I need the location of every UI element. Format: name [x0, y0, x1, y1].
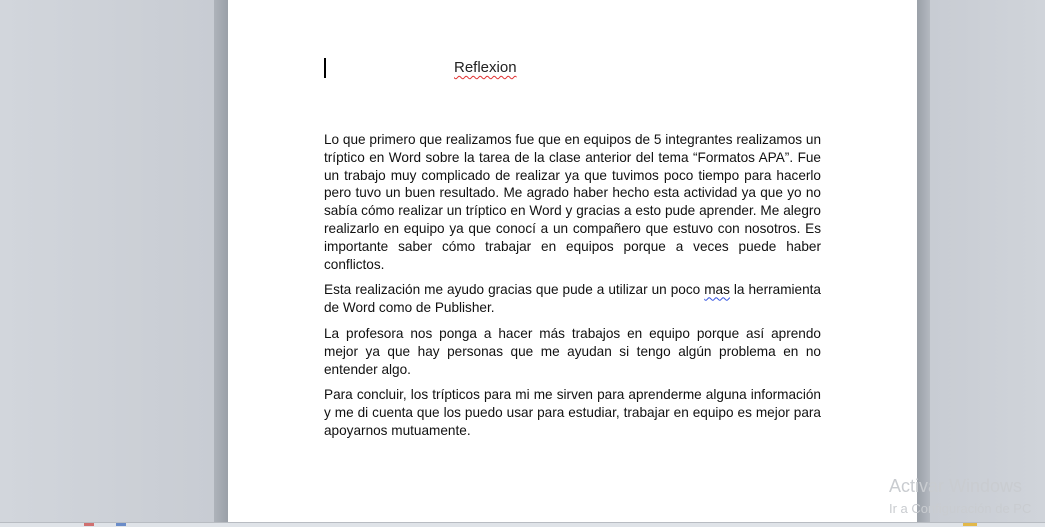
text-cursor [324, 58, 326, 78]
paragraph-2[interactable] [324, 281, 821, 317]
page-shadow-right [917, 0, 930, 522]
activation-watermark-title: Activar Windows [889, 476, 1023, 496]
document-title[interactable]: Reflexion [454, 59, 517, 76]
activation-watermark-subtitle: Ir a Configuración de PC [889, 501, 1032, 516]
paragraph-4-text: Para concluir, los trípticos para mi me sirven para aprenderme alguna información y me di cuenta que los puedo usar para estudiar, trabajar en equipo es mejor para apoyarnos mutuamente. [324, 387, 821, 438]
workspace-background-left [0, 0, 214, 526]
paragraph-2-text-after: la herramienta de Word como de Publisher. [324, 282, 821, 316]
page-shadow-left [214, 0, 228, 522]
paragraph-1-text: Lo que primero que realizamos fue que en equipos de 5 integrantes realizamos un tríptico en Word sobre la tarea de la clase anterior del tema “Formatos APA”. Fue un trabajo muy complicado de realizar ya que tuvimos poco tiempo para hacerlo pero tuvo un buen resultado. Me agrado haber hecho esta actividad ya que yo no sabía cómo realizar un tríptico en Word y gracias a esto pude aprender. Me alegro realizarlo en equipo ya que conocí a un compañero que estuvo con nosotros. Es importante saber cómo trabajar en equipos porque a veces puede haber conflictos. [324, 132, 821, 272]
document-body[interactable] [324, 131, 821, 448]
workspace-background-right [930, 0, 1045, 526]
paragraph-3-text: La profesora nos ponga a hacer más trabajos en equipo porque así aprendo mejor ya que hay personas que me ayudan si tengo algún problema en no entender algo. [324, 325, 821, 377]
status-bar [0, 522, 1045, 527]
paragraph-3[interactable] [324, 325, 821, 378]
grammar-flagged-word[interactable]: mas [704, 282, 730, 298]
paragraph-4[interactable] [324, 386, 821, 439]
paragraph-1[interactable] [324, 131, 821, 273]
paragraph-2-text-before: Esta realización me ayudo gracias que pude a utilizar un poco [324, 282, 705, 298]
document-page[interactable] [228, 0, 917, 522]
